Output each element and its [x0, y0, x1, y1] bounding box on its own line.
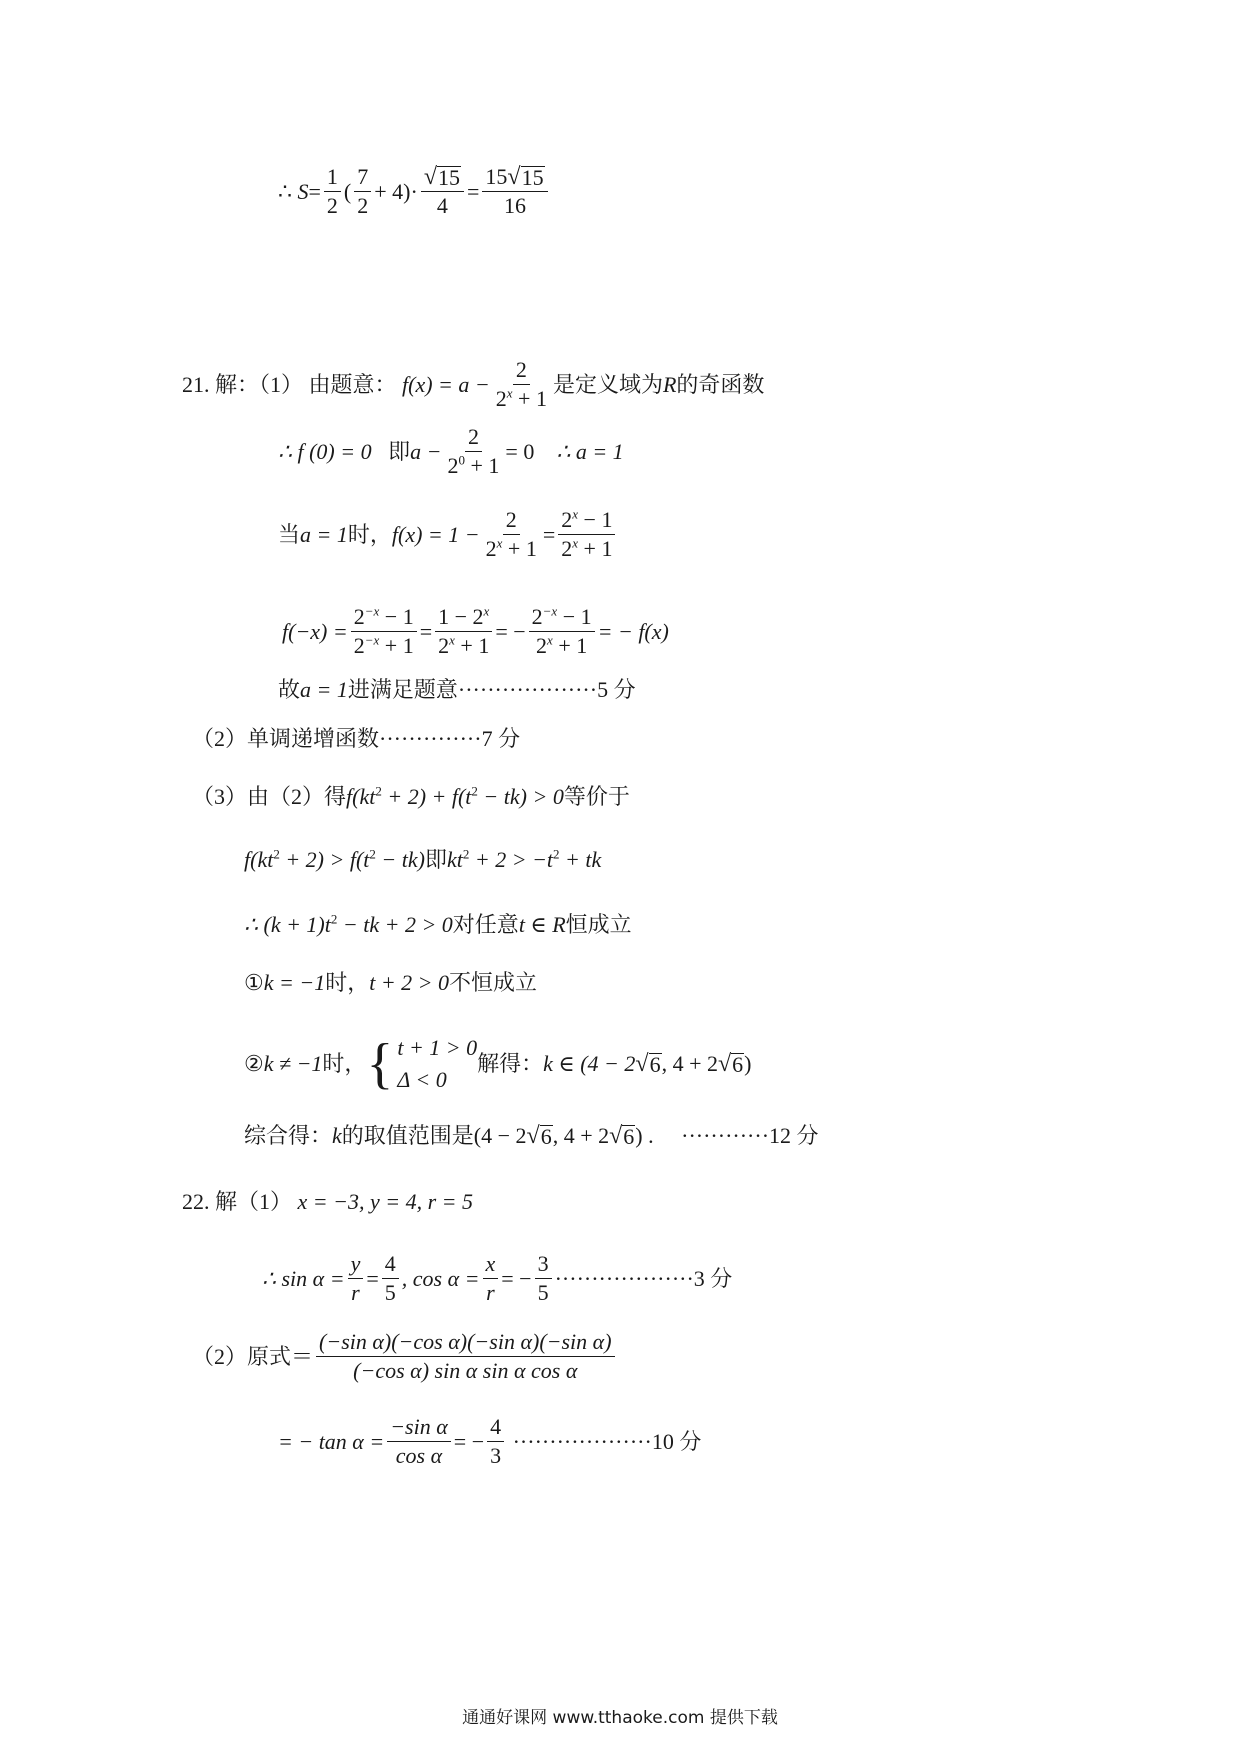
domain-text: 是定义域为 [552, 371, 663, 397]
k-neq-neg1: k ≠ −1 [263, 1051, 323, 1076]
a-eq-1: ∴ a = 1 [556, 438, 624, 464]
t-plus-2: t + 2 > 0 [369, 970, 450, 995]
fraction-4-over-5: $\frac{4}{5}$ [382, 1252, 399, 1305]
case-system: t + 1 > 0 Δ < 0 [397, 1035, 478, 1092]
solve-text: 解得： [477, 1051, 544, 1076]
q21-case-1 [244, 969, 537, 997]
q22-line-1 [182, 1188, 473, 1216]
part2-text: （2）单调递增函数 [192, 726, 380, 751]
ji-text: 即 [388, 438, 411, 464]
circled-2: ② [244, 1051, 264, 1076]
fx-def: f(x) = a − [402, 371, 490, 397]
fraction-result: 15 √ 15 16 [482, 165, 547, 218]
paren-open: ( [343, 178, 352, 204]
gu-text: 故 [278, 677, 301, 702]
equivalent-text: 等价于 [563, 784, 630, 809]
q21-line-1 [182, 358, 764, 411]
fraction-l4-3: $\frac{2^{-x} - 1}{2^x + 1}$ [529, 605, 595, 658]
sqrt-6-d: √ 6 [609, 1123, 635, 1149]
for-any-text: 对任意 [452, 912, 519, 937]
k-eq-neg1: k = −1 [263, 970, 326, 995]
not-always-text: 不恒成立 [449, 970, 538, 995]
q21-part-2 [192, 725, 520, 753]
eq-sign-2: = [466, 178, 480, 204]
neg-tan-alpha: = − tan α = [278, 1428, 385, 1454]
fraction-half: $\frac{1}{2}$ [324, 165, 341, 218]
therefore-symbol: ∴ [278, 178, 292, 204]
k-interval-start: k ∈ (4 − 2 [543, 1051, 636, 1076]
q22-part-2-line-2: = − tan α = $\frac{\text{−sin α}}{\text{cos α}}$ = − $\frac{4}{3}$ ··················· 10 分 [278, 1414, 702, 1468]
part3-text: （3）由（2）得 [192, 784, 347, 809]
sqrt-6-a: √ 6 [635, 1051, 661, 1077]
summary-text: 综合得： [244, 1123, 333, 1148]
satisfies-text: 进满足题意 [347, 677, 458, 702]
odd-function-text: 的奇函数 [676, 371, 765, 397]
q21-line-3 [278, 508, 618, 561]
fraction-l4-1: $\frac{2^{-x} - 1}{2^{-x} + 1}$ [351, 605, 417, 658]
q21-line-2 [278, 425, 624, 478]
plus-four: + 4)· [374, 178, 418, 204]
cos-alpha: , cos α = [401, 1265, 480, 1291]
fraction-seven-halves: $\frac{7}{2}$ [354, 165, 371, 218]
left-brace: { [366, 1033, 394, 1095]
eq-sign: = [542, 521, 556, 547]
leader-dots: ············ [681, 1123, 770, 1148]
q21-part-3-line-2: $f(kt^2 + 2) > f(t^2 - tk)$ 即 $kt^2 + 2 > -t^2$ + tk [244, 846, 602, 872]
q21-line-4 [282, 605, 669, 658]
f-neg-x: f(−x) = [282, 618, 348, 644]
page-footer: 通通好课网 www.tthaoke.com 提供下载 [462, 1708, 778, 1728]
shi-text: 时， [325, 970, 370, 995]
ji-text: 即 [424, 847, 447, 872]
shi-text: 时， [347, 521, 392, 547]
xyr-values: x = −3, y = 4, r = 5 [297, 1189, 473, 1214]
leader-dots: ·············· [379, 726, 482, 751]
q22-label: 22. 解（1） [182, 1189, 293, 1214]
score-5: 5 分 [597, 677, 636, 702]
f0-eq-0: ∴ f (0) = 0 [278, 438, 372, 464]
fraction-l4-2: $\frac{1 - 2^x}{2^x + 1}$ [435, 605, 492, 658]
fraction-sqrt15-over-4: √ 15 4 [421, 165, 464, 218]
q21-part-3: （3）由（2）得 $f(kt^2 + 2) + f(t^2 - tk) > 0$ 等价于 [192, 783, 630, 809]
fraction-y-over-r: $\frac{y}{r}$ [348, 1252, 364, 1305]
neg-fx: = − f(x) [597, 618, 669, 644]
q21-case-2: ② k ≠ −1 时， { t + 1 > 0 Δ < 0 解得： k ∈ (4 − 2 √ 6 , 4 + 2 √ 6 ) [244, 1033, 752, 1095]
dang-text: 当 [278, 521, 301, 547]
fraction-3-over-5: $\frac{3}{5}$ [535, 1252, 552, 1305]
original-expr-text: （2）原式＝ [192, 1343, 314, 1369]
eq-sign: = [308, 178, 321, 204]
fx-eq: f(x) = 1 − [391, 521, 480, 547]
q21-line-5 [278, 676, 636, 704]
a-eq-1: a = 1 [300, 677, 348, 702]
area-result-line [278, 165, 551, 218]
fraction-original-expr: $\frac{\text{(−sin α)(−cos α)(−sin α)(−sin α)}}{\text{(−cos α) sin α sin α cos α}}$ [316, 1330, 615, 1383]
fraction-l3-1: $\frac{2}{2^x + 1}$ [485, 507, 537, 561]
area-S: S [297, 178, 309, 204]
a-eq-1-cond: a = 1 [300, 521, 348, 547]
shi-text: 时， [322, 1051, 367, 1076]
set-R: R [662, 371, 677, 397]
fraction-sin-over-cos: $\frac{\text{−sin α}}{\text{cos α}}$ [387, 1415, 451, 1468]
q21-summary: 综合得： k 的取值范围是 (4 − 2 √ 6 , 4 + 2 √ 6 ) . ············ 12 分 [244, 1123, 819, 1149]
fraction-4-over-3: $\frac{4}{3}$ [487, 1415, 504, 1468]
eq-zero: = 0 [505, 438, 535, 464]
fraction-x-over-r: $\frac{x}{r}$ [483, 1252, 499, 1305]
q21-label: 21. 解：（1） 由题意： [182, 371, 397, 397]
fraction-2-over-2x-plus-1: $\frac{2}{2^x + 1}$ [495, 357, 547, 411]
q22-line-2: ∴ sin α = $\frac{y}{r}$ = $\frac{4}{5}$ , cos α = $\frac{x}{r}$ = − $\frac{3}{5}$ ··················· 3 分 [262, 1251, 733, 1305]
circled-1: ① [244, 970, 264, 995]
q22-part-2 [192, 1330, 618, 1383]
sqrt-6-c: √ 6 [526, 1123, 552, 1149]
t-in-R: t ∈ R [518, 912, 566, 937]
leader-dots: ··················· [554, 1265, 694, 1291]
score-7: 7 分 [481, 726, 521, 751]
score-3: 3 分 [693, 1265, 733, 1291]
score-10: 10 分 [651, 1428, 702, 1454]
fraction-l3-2: $\frac{2^x - 1}{2^x + 1}$ [558, 508, 615, 561]
leader-dots: ··················· [512, 1428, 652, 1454]
range-text: 的取值范围是 [341, 1123, 474, 1148]
k-var: k [332, 1123, 342, 1148]
score-12: 12 分 [769, 1123, 819, 1148]
always-holds-text: 恒成立 [565, 912, 632, 937]
fraction-2-over-20-plus-1: $\frac{2}{2^0 + 1}$ [447, 424, 500, 478]
q21-part-3-line-3: ∴ $(k + 1)t^2$ − tk + 2 > 0 对任意 t ∈ R 恒成立 [244, 911, 632, 937]
eq-sign: = [419, 618, 433, 644]
eq-neg-sign: = − [495, 618, 526, 644]
leader-dots: ··················· [457, 677, 598, 702]
a-minus: a − [410, 438, 442, 464]
sqrt-6-b: √ 6 [717, 1051, 744, 1077]
sin-alpha: ∴ sin α = [262, 1265, 345, 1291]
